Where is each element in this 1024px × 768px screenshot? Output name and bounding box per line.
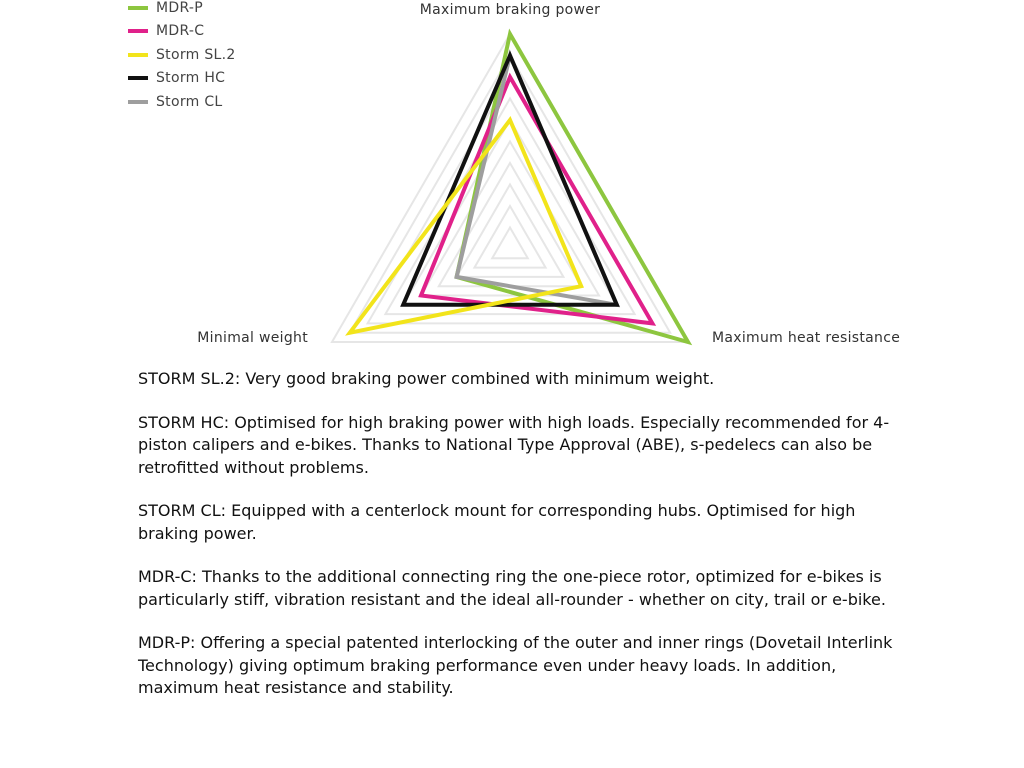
legend-label-storm-sl2: Storm SL.2 [156, 46, 236, 63]
description-name: STORM CL: [138, 501, 227, 520]
radar-series-group [350, 34, 688, 342]
legend-item-storm-sl2 [128, 43, 236, 67]
legend-swatch-mdr-c [128, 29, 148, 33]
legend-label-mdr-p: MDR-P [156, 0, 204, 16]
description-name: MDR-P: [138, 633, 196, 652]
radar-chart [0, 0, 1024, 360]
description-mdr-p [138, 632, 898, 700]
legend-item-mdr-c [128, 20, 236, 44]
description-storm-hc [138, 412, 898, 480]
legend-item-mdr-p [128, 0, 236, 20]
legend-label-mdr-c: MDR-C [156, 23, 205, 40]
description-storm-sl2 [138, 368, 898, 391]
legend-swatch-storm-cl [128, 100, 148, 104]
grid-ring-1 [492, 228, 528, 259]
product-descriptions [138, 368, 898, 721]
description-text: Thanks to the additional connecting ring the one-piece rotor, optimized for e-bikes is particularly stiff, vibration resistant and the ideal all-rounder - whether on city, trail or e-bike. [138, 567, 886, 609]
description-text: Very good braking power combined with minimum weight. [240, 369, 715, 388]
description-text: Optimised for high braking power with high loads. Especially recommended for 4-piston calipers and e-bikes. Thanks to National Type Approval (ABE), s-pedelecs can also be retrofitted without problems. [138, 412, 890, 477]
axis-label-maximum-braking-power: Maximum braking power [419, 2, 601, 18]
description-text: Equipped with a centerlock mount for corresponding hubs. Optimised for high braking power. [138, 501, 856, 543]
axis-label-maximum-heat-resistance: Maximum heat resistance [712, 330, 901, 346]
description-name: STORM HC: [138, 412, 230, 432]
description-storm-cl [138, 500, 898, 545]
description-name: MDR-C: [138, 567, 197, 586]
legend-swatch-storm-hc [128, 76, 148, 80]
legend-item-storm-cl [128, 90, 236, 114]
chart-legend [128, 0, 236, 114]
legend-item-storm-hc [128, 67, 236, 91]
legend-label-storm-hc: Storm HC [156, 70, 226, 87]
legend-swatch-mdr-p [128, 6, 148, 10]
description-mdr-c [138, 566, 898, 611]
legend-swatch-storm-sl2 [128, 53, 148, 57]
description-text: Offering a special patented interlocking of the outer and inner rings (Dovetail Interlink Technology) giving optimum braking performance even under heavy loads. In addition, maximum heat resistance and stability. [138, 633, 893, 697]
legend-label-storm-cl: Storm CL [156, 93, 223, 110]
description-name: STORM SL.2: [138, 369, 241, 388]
axis-label-minimal-weight: Minimal weight [197, 330, 308, 346]
